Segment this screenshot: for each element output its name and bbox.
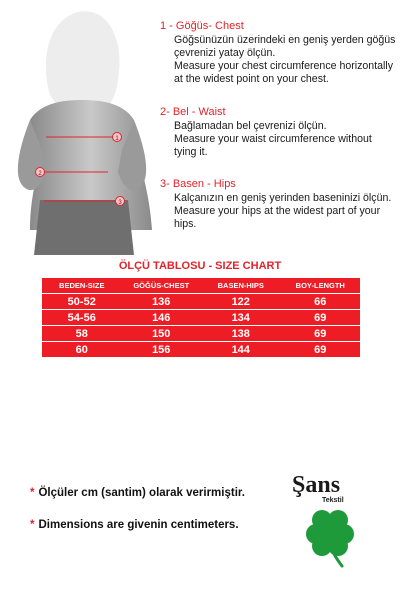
measurement-text-tr: Göğsünüzün üzerindeki en geniş yerden göğüs çevrenizi yatay ölçün. (174, 34, 396, 59)
asterisk: * (30, 487, 35, 499)
table-row (42, 294, 360, 310)
measurement-heading: 3- Basen - Hips (160, 178, 236, 190)
table-cell: 69 (281, 310, 361, 326)
table-cell: 122 (201, 294, 281, 310)
table-cell: 138 (201, 326, 281, 342)
clover-icon (302, 506, 358, 568)
marker-1 (113, 133, 122, 143)
measurement-chest (160, 20, 396, 86)
mannequin-figure (0, 0, 165, 255)
table-header-cell: BEDEN-SIZE (42, 278, 122, 294)
measurement-waist (160, 106, 396, 159)
svg-text:3: 3 (118, 200, 122, 206)
table-header-cell: GÖĞÜS-CHEST (122, 278, 202, 294)
logo-brand-text: Şans (292, 472, 341, 498)
table-row (42, 310, 360, 326)
table-cell: 54-56 (42, 310, 122, 326)
measurement-text-tr: Bağlamadan bel çevrenizi ölçün. (174, 120, 327, 132)
table-header-cell: BOY-LENGTH (281, 278, 361, 294)
table-header-row (42, 278, 360, 294)
brand-logo (292, 470, 372, 580)
note-text: Dimensions are givenin centimeters. (38, 519, 239, 531)
table-cell: 69 (314, 343, 327, 356)
table-cell: 144 (231, 343, 250, 356)
table-row (42, 326, 360, 342)
measurement-heading: 2- Bel - Waist (160, 106, 226, 118)
table-cell: 150 (122, 326, 202, 342)
measurement-heading: 1 - Göğüs- Chest (160, 20, 244, 32)
svg-text:1: 1 (115, 136, 119, 142)
table-cell: 58 (42, 326, 122, 342)
table-cell: 136 (122, 294, 202, 310)
asterisk: * (30, 519, 35, 531)
note-units-tr (30, 487, 245, 499)
size-table (42, 278, 360, 357)
table-header-cell: BASEN-HIPS (201, 278, 281, 294)
measurement-hips (160, 178, 396, 231)
measurement-text-en: Measure your hips at the widest part of your hips. (174, 205, 381, 230)
measurement-text-en: Measure your waist circumference without tying it. (174, 133, 372, 158)
svg-text:2: 2 (38, 171, 42, 177)
table-cell: 60 (75, 343, 88, 356)
table-cell: 66 (281, 294, 361, 310)
size-chart-title: ÖLÇÜ TABLOSU - SIZE CHART (118, 260, 282, 272)
note-text: Ölçüler cm (santim) olarak verirmiştir. (38, 487, 245, 499)
table-row (42, 342, 360, 358)
note-units-en (30, 519, 239, 531)
table-cell: 50-52 (42, 294, 122, 310)
table-cell: 134 (201, 310, 281, 326)
measurement-text-en: Measure your chest circumference horizontally at the widest point on your chest. (174, 60, 394, 85)
table-cell: 156 (152, 343, 171, 356)
measurement-text-tr: Kalçanızın en geniş yerinden baseninizi ölçün. (174, 192, 392, 204)
marker-2 (36, 168, 45, 178)
table-cell: 146 (122, 310, 202, 326)
table-cell: 69 (281, 326, 361, 342)
logo-sub-text: Tekstil (322, 497, 344, 504)
marker-3 (116, 197, 125, 207)
